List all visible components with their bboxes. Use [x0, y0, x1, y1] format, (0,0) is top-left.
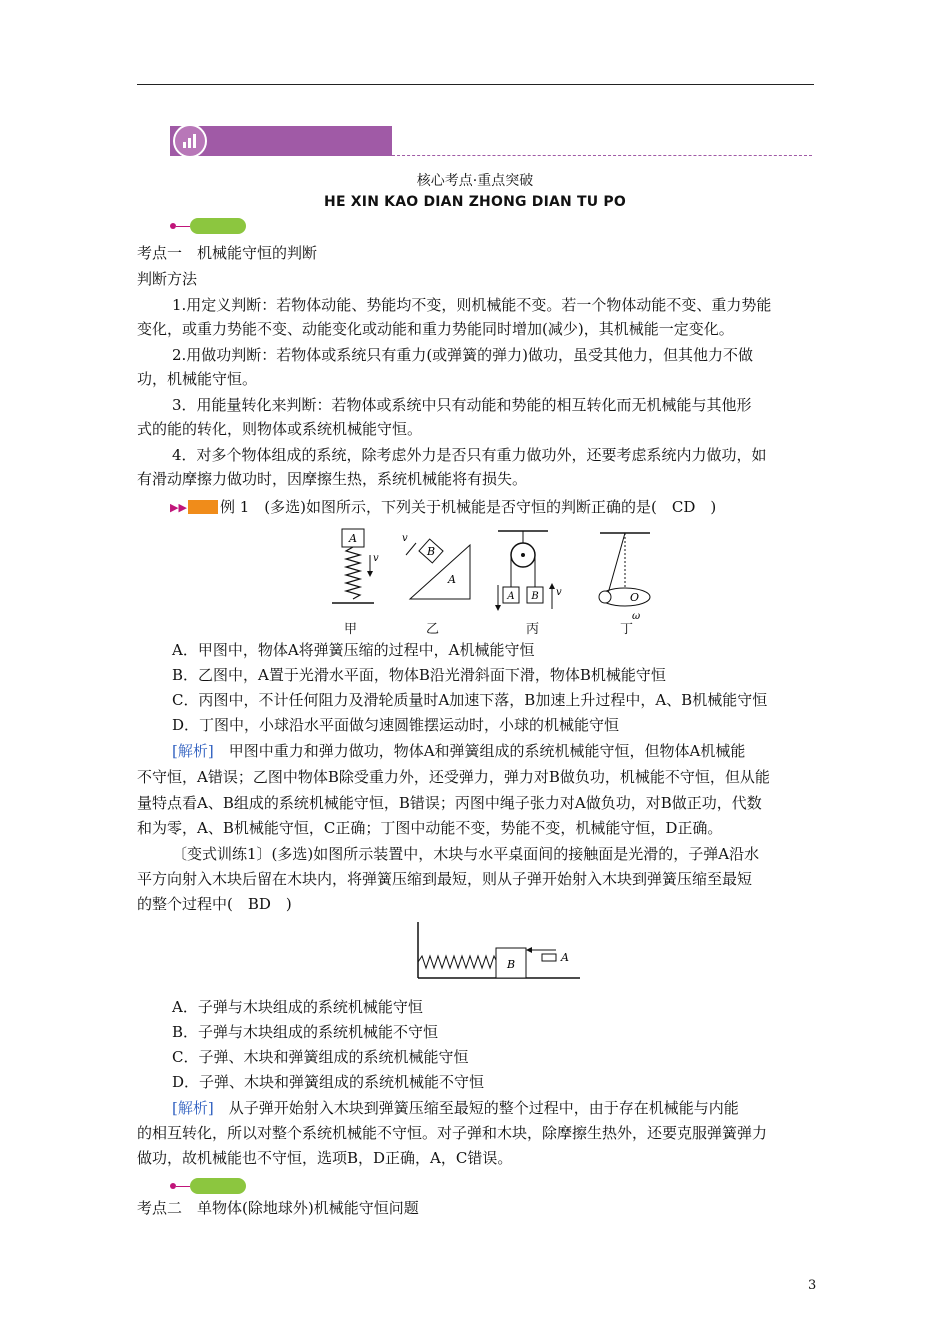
section-pill — [190, 218, 246, 234]
method-line: 2.用做功判断：若物体或系统只有重力(或弹簧的弹力)做功，虽受其他力，但其他力不做 — [172, 346, 754, 364]
figure-label: 丁 — [620, 622, 634, 637]
option-b: B．子弹与木块组成的系统机械能不守恒 — [172, 1023, 439, 1041]
method-line: 1.用定义判断：若物体动能、势能均不变，则机械能不变。若一个物体动能不变、重力势能 — [172, 296, 772, 314]
section-heading: 考点二 单物体(除地球外)机械能守恒问题 — [137, 1199, 419, 1217]
option-a: A．甲图中，物体A将弹簧压缩的过程中，A机械能守恒 — [172, 641, 535, 659]
bullet-a — [542, 954, 556, 961]
page-number: 3 — [808, 1278, 817, 1293]
option-b: B．乙图中，A置于光滑水平面，物体B沿光滑斜面下滑，物体B机械能守恒 — [172, 666, 666, 684]
variant-question: 的整个过程中( BD ) — [137, 895, 292, 913]
variant-figure — [410, 918, 585, 984]
label-a: A — [349, 532, 357, 545]
label-b: B — [506, 958, 516, 971]
page-subtitle: HE XIN KAO DIAN ZHONG DIAN TU PO — [324, 194, 626, 210]
chart-icon — [173, 124, 207, 158]
analysis-tag: [解析] — [172, 742, 214, 760]
analysis-line: 做功，故机械能也不守恒，选项B，D正确，A，C错误。 — [137, 1149, 513, 1167]
bullet-line — [176, 226, 190, 227]
option-c: C．子弹、木块和弹簧组成的系统机械能守恒 — [172, 1048, 469, 1066]
label-o: O — [630, 591, 640, 604]
label-omega: ω — [632, 611, 641, 622]
analysis-line: 和为零，A、B机械能守恒，C正确；丁图中动能不变，势能不变，机械能守恒，D正确。 — [137, 819, 723, 837]
figure-ding — [599, 533, 650, 622]
option-d: D．丁图中，小球沿水平面做匀速圆锥摆运动时，小球的机械能守恒 — [172, 716, 620, 734]
method-line: 变化，或重力势能不变、动能变化或动能和重力势能同时增加(减少)，其机械能一定变化。 — [137, 320, 734, 338]
page-title: 核心考点·重点突破 — [416, 173, 534, 189]
example-question: 例 1 (多选)如图所示，下列关于机械能是否守恒的判断正确的是( CD ) — [220, 498, 717, 516]
variant-question: 〔变式训练1〕(多选)如图所示装置中，木块与水平桌面间的接触面是光滑的，子弹A沿水 — [172, 845, 760, 863]
label-a: A — [507, 591, 515, 602]
double-arrow-icon: ▶▶ — [170, 501, 187, 514]
analysis-line: [解析] 从子弹开始射入木块到弹簧压缩至最短的整个过程中，由于存在机械能与内能 — [172, 1099, 739, 1117]
label-b: B — [426, 545, 436, 558]
example-marker — [188, 500, 218, 514]
option-a: A．子弹与木块组成的系统机械能守恒 — [172, 998, 423, 1016]
section-pill — [190, 1178, 246, 1194]
figure-yi — [402, 533, 470, 599]
method-line: 功，机械能守恒。 — [137, 370, 258, 388]
analysis-line: 不守恒，A错误；乙图中物体B除受重力外，还受弹力，弹力对B做负功，机械能不守恒，但从能 — [137, 768, 770, 786]
bullet-line — [176, 1186, 190, 1187]
label-v: v — [373, 553, 379, 564]
spring — [418, 956, 497, 968]
analysis-line: [解析] 甲图中重力和弹力做功，物体A和弹簧组成的系统机械能守恒，但物体A机械能 — [172, 742, 746, 760]
subheading: 判断方法 — [137, 270, 198, 288]
figure-label: 丙 — [526, 622, 540, 637]
figure-label: 乙 — [426, 622, 440, 637]
label-v: v — [402, 533, 408, 544]
option-d: D．子弹、木块和弹簧组成的系统机械能不守恒 — [172, 1073, 485, 1091]
label-b: B — [531, 591, 539, 602]
section-heading: 考点一 机械能守恒的判断 — [137, 244, 318, 262]
top-rule — [137, 84, 814, 85]
velocity-arrow — [406, 543, 416, 555]
figure-label: 甲 — [344, 622, 358, 637]
example1-figure — [320, 525, 670, 637]
analysis-line: 的相互转化，所以对整个系统机械能不守恒。对子弹和木块，除摩擦生热外，还要克服弹簧弹力 — [137, 1124, 768, 1142]
figure-jia — [332, 529, 379, 603]
method-line: 有滑动摩擦力做功时，因摩擦生热，系统机械能将有损失。 — [137, 470, 528, 488]
variant-question: 平方向射入木块后留在木块内，将弹簧压缩到最短，则从子弹开始射入木块到弹簧压缩至最短 — [137, 870, 753, 888]
banner-dashed-line — [392, 155, 812, 156]
label-v: v — [556, 587, 562, 598]
spring — [346, 547, 360, 599]
method-line: 式的能的转化，则物体或系统机械能守恒。 — [137, 420, 423, 438]
label-a: A — [448, 573, 456, 586]
method-line: 4．对多个物体组成的系统，除考虑外力是否只有重力做功外，还要考虑系统内力做功，如 — [172, 446, 767, 464]
analysis-tag: [解析] — [172, 1099, 214, 1117]
option-c: C．丙图中，不计任何阻力及滑轮质量时A加速下落，B加速上升过程中，A、B机械能守恒 — [172, 691, 768, 709]
analysis-line: 量特点看A、B组成的系统机械能守恒，B错误；丙图中绳子张力对A做负功，对B做正功，代数 — [137, 794, 762, 812]
ball — [599, 591, 611, 603]
label-a: A — [561, 951, 569, 964]
method-line: 3．用能量转化来判断：若物体或系统中只有动能和势能的相互转化而无机械能与其他形 — [172, 396, 752, 414]
string — [607, 533, 625, 597]
figure-bing — [495, 531, 562, 611]
